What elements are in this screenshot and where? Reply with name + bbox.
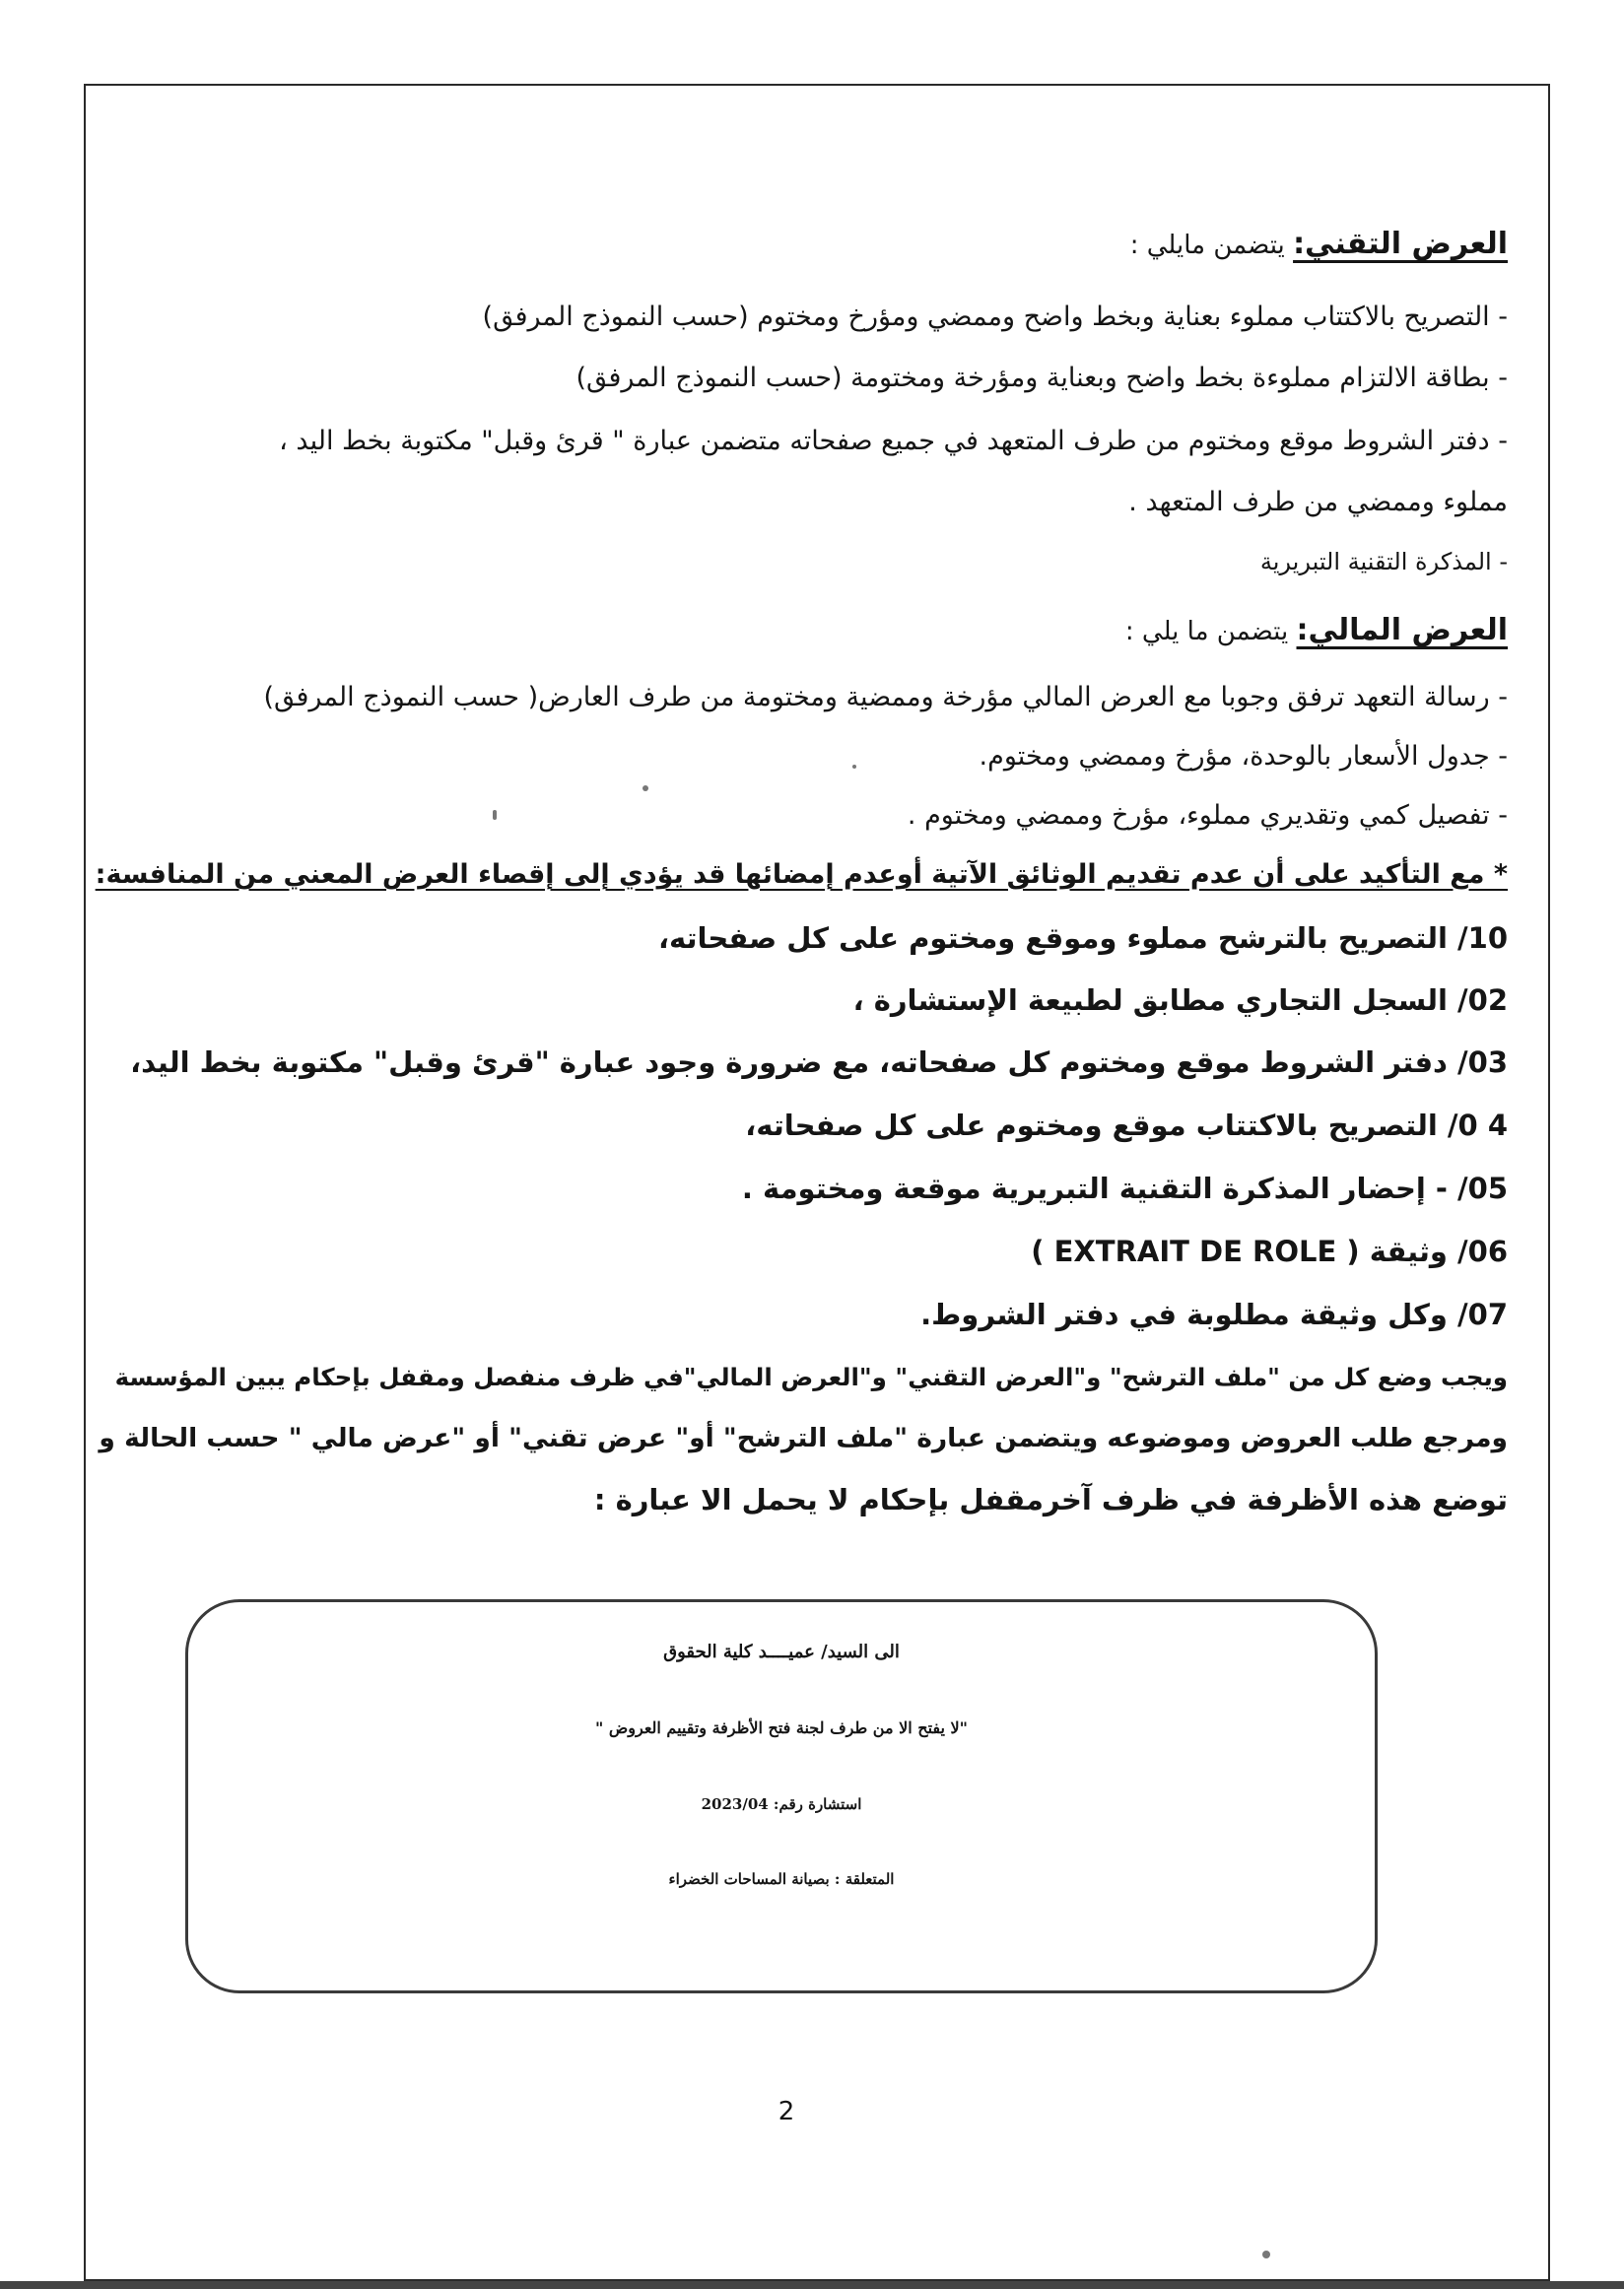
scan-speck [852, 765, 856, 769]
envelope-label-box [185, 1599, 1378, 1993]
envelope-instructions-line-2: ومرجع طلب العروض وموضوعه ويتضمن عبارة "ملف الترشح" أو" عرض تقني" أو "عرض مالي " حسب الحالة و [99, 1423, 1508, 1453]
exclusion-note: * مع التأكيد على أن عدم تقديم الوثائق الآتية أوعدم إمضائها قد يؤدي إلى إقصاء العرض المعني من المنافسة: [95, 859, 1508, 890]
financial-offer-heading [1125, 611, 1508, 651]
technical-item-specifications: - دفتر الشروط موقع ومختوم من طرف المتعهد في جميع صفحاته متضمن عبارة " قرئ وقبل" مكتوبة بخط اليد ، [279, 426, 1508, 456]
scan-edge [0, 2281, 1624, 2289]
envelope-subject: المتعلقة : بصيانة المساحات الخضراء [668, 1870, 895, 1888]
envelope-recipient: الى السيد/ عميــــد كلية الحقوق [663, 1642, 900, 1662]
required-doc-06: 06/ وثيقة ( EXTRAIT DE ROLE ) [1031, 1235, 1508, 1268]
scan-speck [643, 785, 648, 791]
financial-item-price-table: - جدول الأسعار بالوحدة، مؤرخ وممضي ومختوم. [979, 741, 1508, 772]
required-doc-01: 10/ التصريح بالترشح مملوء وموقع ومختوم على كل صفحاته، [657, 921, 1508, 955]
required-doc-07: 07/ وكل وثيقة مطلوبة في دفتر الشروط. [920, 1298, 1508, 1331]
financial-offer-heading-rest: يتضمن ما يلي : [1124, 617, 1297, 646]
required-doc-02: 02/ السجل التجاري مطابق لطبيعة الإستشارة ، [852, 983, 1508, 1017]
required-doc-04: 4 0/ التصريح بالاكتتاب موقع ومختوم على كل صفحاته، [745, 1109, 1508, 1142]
envelope-instructions-line-1: ويجب وضع كل من "ملف الترشح" و"العرض التقني" و"العرض المالي"في ظرف منفصل ومقفل بإحكام يبين المؤسسة [114, 1363, 1508, 1391]
required-doc-05: 05/ - إحضار المذكرة التقنية التبريرية موقعة ومختومة . [741, 1172, 1508, 1205]
technical-item-specifications-cont: مملوء وممضي من طرف المتعهد . [1128, 487, 1508, 517]
scan-speck [493, 810, 497, 820]
financial-item-commitment-letter: - رسالة التعهد ترفق وجوبا مع العرض المالي مؤرخة وممضية ومختومة من طرف العارض( حسب النموذج المرفق) [263, 682, 1508, 712]
envelope-instructions-line-3: توضع هذه الأظرفة في ظرف آخرمقفل بإحكام لا يحمل الا عبارة : [593, 1483, 1508, 1516]
envelope-consultation-number: استشارة رقم: 2023/04 [701, 1795, 862, 1813]
technical-item-commitment-card: - بطاقة الالتزام مملوءة بخط واضح وبعناية ومؤرخة ومختومة (حسب النموذج المرفق) [575, 363, 1508, 393]
page-number: 2 [778, 2097, 795, 2126]
technical-item-memo: - المذكرة التقنية التبريرية [1259, 548, 1508, 575]
technical-item-subscription-declaration: - التصريح بالاكتتاب مملوء بعناية وبخط واضح وممضي ومؤرخ ومختوم (حسب النموذج المرفق) [482, 302, 1508, 332]
technical-offer-heading-label: العرض التقني: [1293, 227, 1508, 261]
required-doc-03: 03/ دفتر الشروط موقع ومختوم كل صفحاته، مع ضرورة وجود عبارة "قرئ وقبل" مكتوبة بخط اليد، [130, 1045, 1508, 1079]
technical-offer-heading [1130, 225, 1508, 265]
envelope-opening-notice: "لا يفتح الا من طرف لجنة فتح الأظرفة وتقييم العروض " [595, 1718, 968, 1737]
financial-offer-heading-label: العرض المالي: [1296, 613, 1508, 647]
scan-speck [1262, 2251, 1270, 2258]
financial-item-quantity-estimate: - تفصيل كمي وتقديري مملوء، مؤرخ وممضي ومختوم . [907, 800, 1508, 831]
technical-offer-heading-rest: يتضمن مايلي : [1129, 231, 1294, 260]
